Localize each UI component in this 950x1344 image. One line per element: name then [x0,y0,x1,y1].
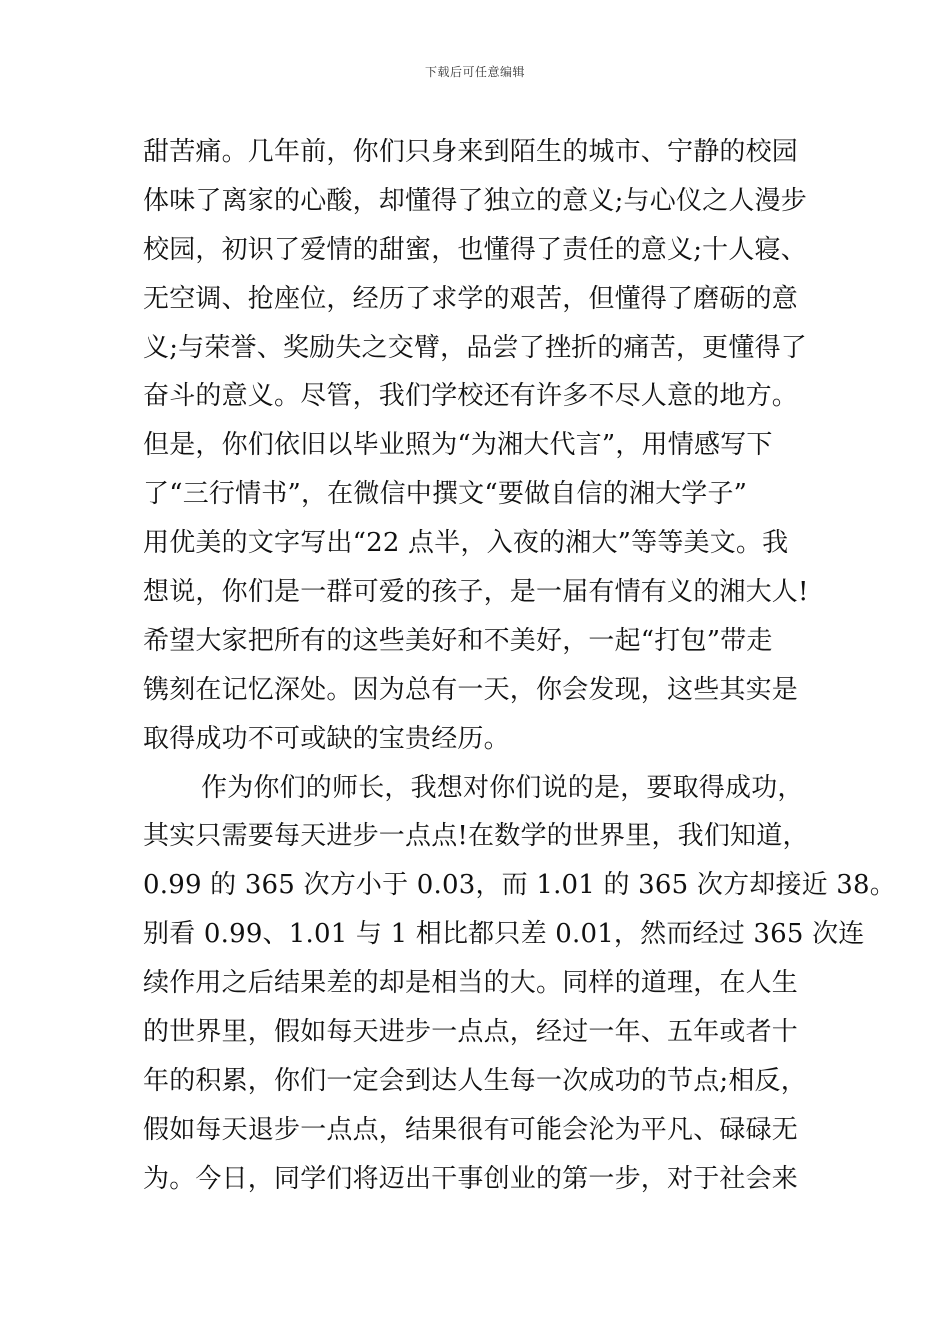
page-header: 下载后可任意编辑 [424,65,525,79]
text-line: 校园，初识了爱情的甜蜜，也懂得了责任的意义;十人寝、 [143,234,807,265]
text-line: 但是，你们依旧以毕业照为“为湘大代言”，用情感写下 [143,430,773,461]
text-line: 用优美的文字写出“22 点半，入夜的湘大”等等美文。我 [143,528,789,559]
text-line: 0.99 的 365 次方小于 0.03，而 1.01 的 365 次方却接近 38。 [143,870,896,901]
text-line: 体味了离家的心酸，却懂得了独立的意义;与心仪之人漫步 [143,185,807,216]
document-body [143,128,896,1204]
text-line: 希望大家把所有的这些美好和不美好，一起“打包”带走 [143,625,773,656]
text-line: 了“三行情书”，在微信中撰文“要做自信的湘大学子” [143,479,748,510]
text-line: 续作用之后结果差的却是相当的大。同样的道理，在人生 [143,968,799,999]
text-line: 镌刻在记忆深处。因为总有一天，你会发现，这些其实是 [143,674,799,705]
text-line: 奋斗的意义。尽管，我们学校还有许多不尽人意的地方。 [143,381,799,412]
text-line: 年的积累，你们一定会到达人生每一次成功的节点;相反， [143,1065,807,1096]
text-line: 义;与荣誉、奖励失之交臂，品尝了挫折的痛苦，更懂得了 [143,332,807,363]
paragraph-start-line: 作为你们的师长，我想对你们说的是，要取得成功， [201,772,804,803]
text-line: 为。今日，同学们将迈出干事创业的第一步，对于社会来 [143,1163,799,1194]
text-line: 别看 0.99、1.01 与 1 相比都只差 0.01，然而经过 365 次连 [143,919,865,950]
text-line: 甜苦痛。几年前，你们只身来到陌生的城市、宁静的校园 [143,137,799,167]
text-line: 取得成功不可或缺的宝贵经历。 [143,723,510,754]
text-line: 其实只需要每天进步一点点!在数学的世界里，我们知道， [143,821,809,852]
text-line: 假如每天退步一点点，结果很有可能会沦为平凡、碌碌无 [143,1114,799,1145]
text-line: 的世界里，假如每天进步一点点，经过一年、五年或者十 [143,1017,799,1048]
text-line: 无空调、抢座位，经历了求学的艰苦，但懂得了磨砺的意 [143,283,799,314]
text-line: 想说，你们是一群可爱的孩子，是一届有情有义的湘大人! [143,577,809,608]
